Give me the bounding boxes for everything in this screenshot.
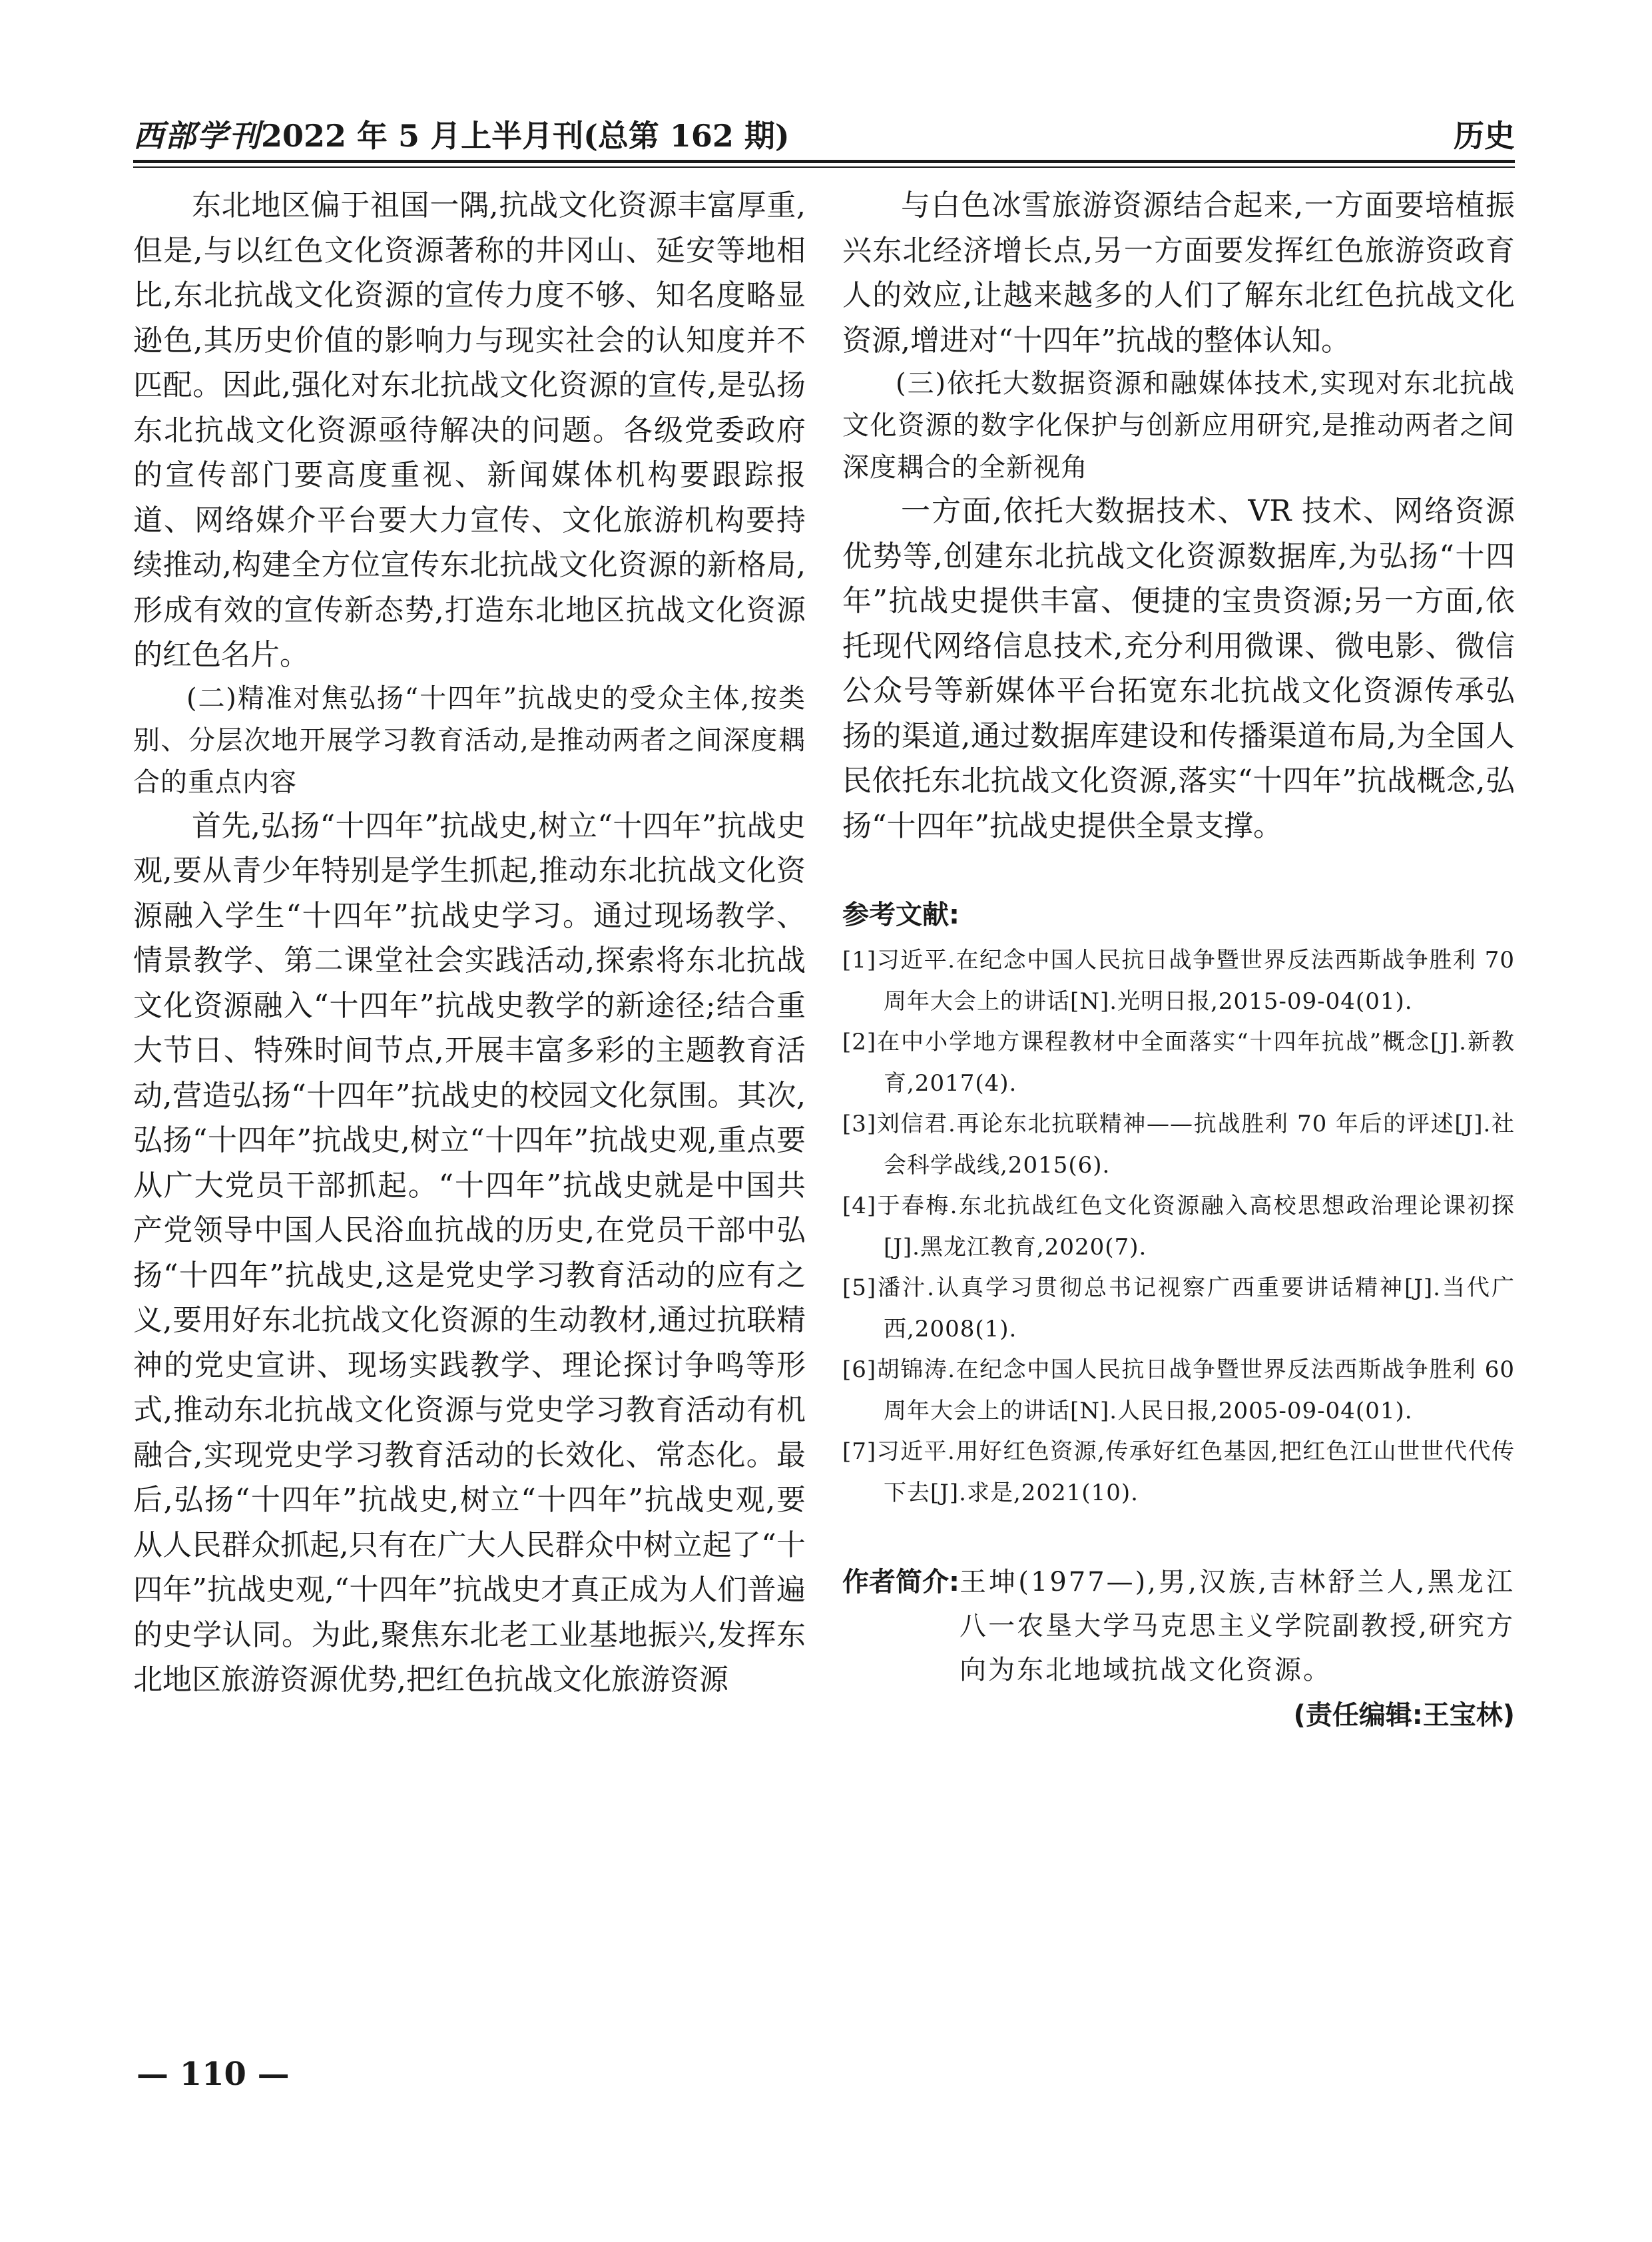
header-left bbox=[133, 112, 790, 160]
body-paragraph: 首先,弘扬“十四年”抗战史,树立“十四年”抗战史观,要从青少年特别是学生抓起,推动东北抗战文化资源融入学生“十四年”抗战史学习。通过现场教学、情景教学、第二课堂社会实践活动,探索将东北抗战文化资源融入“十四年”抗战史教学的新途径;结合重大节日、特殊时间节点,开展丰富多彩的主题教育活动,营造弘扬“十四年”抗战史的校园文化氛围。其次,弘扬“十四年”抗战史,树立“十四年”抗战史观,重点要从广大党员干部抓起。“十四年”抗战史就是中国共产党领导中国人民浴血抗战的历史,在党员干部中弘扬“十四年”抗战史,这是党史学习教育活动的应有之义,要用好东北抗战文化资源的生动教材,通过抗联精神的党史宣讲、现场实践教学、理论探讨争鸣等形式,推动东北抗战文化资源与党史学习教育活动有机融合,实现党史学习教育活动的长效化、常态化。最后,弘扬“十四年”抗战史,树立“十四年”抗战史观,要从人民群众抓起,只有在广大人民群众中树立起了“十四年”抗战史观,“十四年”抗战史才真正成为人们普遍的史学认同。为此,聚焦东北老工业基地振兴,发挥东北地区旅游资源优势,把红色抗战文化旅游资源 bbox=[133, 808, 806, 1697]
reference-item: [6]胡锦涛.在纪念中国人民抗日战争暨世界反法西斯战争胜利 60 周年大会上的讲话[N].人民日报,2005-09-04(01). bbox=[842, 1356, 1515, 1424]
reference-item: [4]于春梅.东北抗战红色文化资源融入高校思想政治理论课初探[J].黑龙江教育,2020(7). bbox=[842, 1193, 1515, 1261]
body-paragraph: 东北地区偏于祖国一隅,抗战文化资源丰富厚重,但是,与以红色文化资源著称的井冈山、延安等地相比,东北抗战文化资源的宣传力度不够、知名度略显逊色,其历史价值的影响力与现实社会的认知度并不匹配。因此,强化对东北抗战文化资源的宣传,是弘扬东北抗战文化资源亟待解决的问题。各级党委政府的宣传部门要高度重视、新闻媒体机构要跟踪报道、网络媒介平台要大力宣传、文化旅游机构要持续推动,构建全方位宣传东北抗战文化资源的新格局,形成有效的宣传新态势,打造东北地区抗战文化资源的红色名片。 bbox=[133, 188, 806, 672]
journal-name: 西部学刊 bbox=[133, 118, 261, 154]
left-column bbox=[133, 183, 806, 1703]
responsible-editor: (责任编辑:王宝林) bbox=[1293, 1700, 1515, 1731]
body-paragraph: 一方面,依托大数据技术、VR 技术、网络资源优势等,创建东北抗战文化资源数据库,为弘扬“十四年”抗战史提供丰富、便捷的宝贵资源;另一方面,依托现代网络信息技术,充分利用微课、微电影、微信公众号等新媒体平台拓宽东北抗战文化资源传承弘扬的渠道,通过数据库建设和传播渠道布局,为全国人民依托东北抗战文化资源,落实“十四年”抗战概念,弘扬“十四年”抗战史提供全景支撑。 bbox=[842, 494, 1515, 843]
author-bio bbox=[842, 1560, 1515, 1692]
reference-item: [2]在中小学地方课程教材中全面落实“十四年抗战”概念[J].新教育,2017(4). bbox=[842, 1029, 1515, 1097]
section-subheading: (三)依托大数据资源和融媒体技术,实现对东北抗战文化资源的数字化保护与创新应用研究,是推动两者之间深度耦合的全新视角 bbox=[842, 368, 1515, 483]
right-column bbox=[842, 183, 1515, 1736]
section-subheading: (二)精准对焦弘扬“十四年”抗战史的受众主体,按类别、分层次地开展学习教育活动,是推动两者之间深度耦合的重点内容 bbox=[133, 683, 806, 798]
page-number: — 110 — bbox=[137, 2056, 290, 2093]
author-text: 王坤(1977—),男,汉族,吉林舒兰人,黑龙江八一农垦大学马克思主义学院副教授,研究方向为东北地域抗战文化资源。 bbox=[960, 1567, 1515, 1685]
issue-info: 2022 年 5 月上半月刊(总第 162 期) bbox=[261, 118, 790, 154]
reference-item: [3]刘信君.再论东北抗联精神——抗战胜利 70 年后的评述[J].社会科学战线,2015(6). bbox=[842, 1111, 1515, 1179]
reference-item: [7]习近平.用好红色资源,传承好红色基因,把红色江山世世代代传下去[J].求是,2021(10). bbox=[842, 1438, 1515, 1506]
reference-list bbox=[842, 940, 1515, 1514]
header-rule-thin bbox=[133, 166, 1515, 168]
author-label: 作者简介: bbox=[842, 1567, 960, 1597]
reference-item: [1]习近平.在纪念中国人民抗日战争暨世界反法西斯战争胜利 70 周年大会上的讲话[N].光明日报,2015-09-04(01). bbox=[842, 947, 1515, 1015]
body-paragraph: 与白色冰雪旅游资源结合起来,一方面要培植振兴东北经济增长点,另一方面要发挥红色旅游资政育人的效应,让越来越多的人们了解东北红色抗战文化资源,增进对“十四年”抗战的整体认知。 bbox=[842, 188, 1515, 358]
reference-item: [5]潘汁.认真学习贯彻总书记视察广西重要讲话精神[J].当代广西,2008(1). bbox=[842, 1274, 1515, 1342]
running-header bbox=[133, 112, 1515, 160]
references-heading: 参考文献: bbox=[842, 900, 960, 930]
header-rule-thick bbox=[133, 160, 1515, 163]
section-label: 历史 bbox=[1454, 118, 1515, 154]
